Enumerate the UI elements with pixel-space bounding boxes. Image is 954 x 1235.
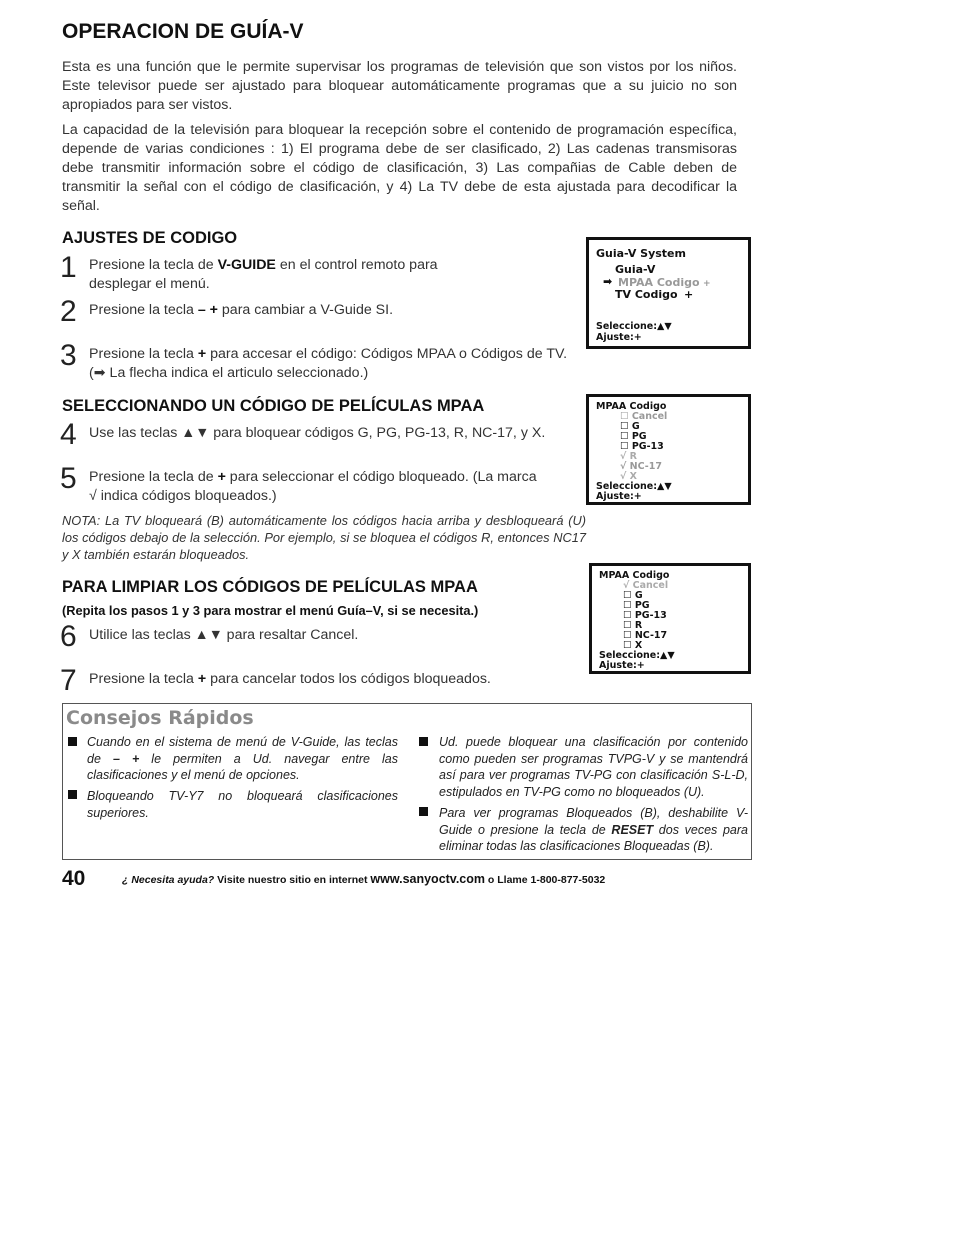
screen-item-nc17: √ NC-17 <box>620 461 662 472</box>
bullet-icon <box>68 790 77 799</box>
step-1-text: Presione la tecla de V-GUIDE en el control remoto para desplegar el menú. <box>89 257 438 292</box>
screen-item-r: √ R <box>620 451 637 462</box>
plus-icon: + <box>703 279 711 289</box>
screen-item-g: ☐ G <box>623 590 643 601</box>
screen-item-r: ☐ R <box>623 620 643 631</box>
screen-item-x: √ X <box>620 471 637 482</box>
section-subtitle: (Repita los pasos 1 y 3 para mostrar el menú Guía–V, si se necesita.) <box>62 603 479 618</box>
quick-tips-title: Consejos Rápidos <box>66 707 254 729</box>
screen-item-pg13: ☐ PG-13 <box>623 610 667 621</box>
step-number: 2 <box>60 295 77 328</box>
step-3-text: Presione la tecla + para accesar el código: Códigos MPAA o Códigos de TV. (➡ La flecha indica el articulo seleccionado.) <box>89 346 568 381</box>
step-6-text: Utilice las teclas ▲▼ para resaltar Cancel. <box>89 627 359 643</box>
section-title-ajustes: AJUSTES DE CODIGO <box>62 229 238 247</box>
page-title: OPERACION DE GUÍA-V <box>62 20 304 43</box>
website-link[interactable]: www.sanyoctv.com <box>370 872 486 886</box>
step-number: 4 <box>60 418 77 451</box>
step-2-text: Presione la tecla – + para cambiar a V-Guide SI. <box>89 302 394 318</box>
screen-item-guia-v: Guia-V <box>615 263 656 276</box>
screen-item-tv-codigo: TV Codigo <box>615 288 678 301</box>
screen-item-pg: ☐ PG <box>620 431 647 442</box>
screen-item-cancel: ☐ Cancel <box>620 411 668 422</box>
footer-help: ¿ Necesita ayuda? Visite nuestro sitio en internet www.sanyoctv.com o Llame 1-800-877-5032 <box>122 872 606 886</box>
screen-title: Guia-V System <box>596 247 686 260</box>
intro-paragraph-2: La capacidad de la televisión para bloquear la recepción sobre el contenido de programación específica, depende de varias condiciones : 1) El programa debe de ser clasificado, 2) Las cadenas transmisoras debe transmitir información sobre el código de clasificación, 3) Las compañias de Cable deben de transmitir la señal con el código de clasificación, y 4) La TV debe de esta ajustada para decodificar la señal. <box>62 122 737 214</box>
section-title-seleccionando: SELECCIONANDO UN CÓDIGO DE PELÍCULAS MPAA <box>62 397 485 415</box>
tip-right-1: Ud. puede bloquear una clasificación por contenido como pueden ser programas TVPG-V y se mantendrá así para ver programas TV-PG con clasificación S-L-D, estipulados en TV-PG como no bloqueados (U). <box>439 735 748 799</box>
screen-select-hint: Seleccione:▲▼ <box>599 650 675 661</box>
tip-right-2: Para ver programas Bloqueados (B), deshabilite V-Guide o presione la tecla de RESET dos veces para eliminar todas las clasificaciones Bloqueadas (B). <box>439 806 748 853</box>
step-number: 3 <box>60 339 77 372</box>
screen-title: MPAA Codigo <box>596 401 667 412</box>
quick-tips-box <box>62 703 752 860</box>
bullet-icon <box>419 737 428 746</box>
screen-adjust-hint: Ajuste:+ <box>599 660 645 671</box>
intro-paragraph-1: Esta es una función que le permite supervisar los programas de televisión que son vistos por los niños. Este televisor puede ser ajustado para bloquear automáticamente programas que a su juicio no son apropiados para ser vistos. <box>62 59 737 113</box>
bullet-icon <box>68 737 77 746</box>
step-number: 5 <box>60 462 77 495</box>
screen-item-cancel: √ Cancel <box>623 580 669 591</box>
tip-left-2: Bloqueando TV-Y7 no bloqueará clasificaciones superiores. <box>87 789 398 820</box>
page-number: 40 <box>62 867 86 890</box>
guia-v-system-screen <box>586 237 751 349</box>
step-7-text: Presione la tecla + para cancelar todos los códigos bloqueados. <box>89 671 491 687</box>
screen-adjust-hint: Ajuste:+ <box>596 332 642 343</box>
plus-icon: + <box>684 288 694 301</box>
screen-select-hint: Seleccione:▲▼ <box>596 321 672 332</box>
step-4-text: Use las teclas ▲▼ para bloquear códigos G, PG, PG-13, R, NC-17, y X. <box>89 425 546 441</box>
screen-item-mpaa: MPAA Codigo <box>618 276 700 289</box>
screen-adjust-hint: Ajuste:+ <box>596 491 642 502</box>
note-text: NOTA: La TV bloqueará (B) automáticamente los códigos hacia arriba y desbloqueará (U) los códigos debajo de la selección. Por ejemplo, si se bloquea el códigos R, entonces NC17 y X también estarán bloqueados. <box>62 513 586 562</box>
screen-item-x: ☐ X <box>623 640 643 651</box>
screen-item-pg13: ☐ PG-13 <box>620 441 664 452</box>
step-number: 6 <box>60 620 77 653</box>
tip-left-1: Cuando en el sistema de menú de V-Guide, las teclas de – + le permiten a Ud. navegar entre las clasificaciones y el menú de opciones. <box>87 735 398 782</box>
step-5-text: Presione la tecla de + para seleccionar el código bloqueado. (La marca √ indica códigos bloqueados.) <box>89 469 537 504</box>
arrow-right-icon: ➡ <box>603 275 613 288</box>
section-title-limpiar: PARA LIMPIAR LOS CÓDIGOS DE PELÍCULAS MPAA <box>62 578 478 596</box>
screen-item-pg: ☐ PG <box>623 600 650 611</box>
screen-item-nc17: ☐ NC-17 <box>623 630 668 641</box>
screen-select-hint: Seleccione:▲▼ <box>596 481 672 492</box>
mpaa-codigo-screen <box>586 394 751 505</box>
step-number: 1 <box>60 251 77 284</box>
screen-title: MPAA Codigo <box>599 570 670 581</box>
screen-item-g: ☐ G <box>620 421 640 432</box>
step-number: 7 <box>60 664 77 697</box>
bullet-icon <box>419 807 428 816</box>
mpaa-codigo-cancel-screen <box>589 563 751 674</box>
